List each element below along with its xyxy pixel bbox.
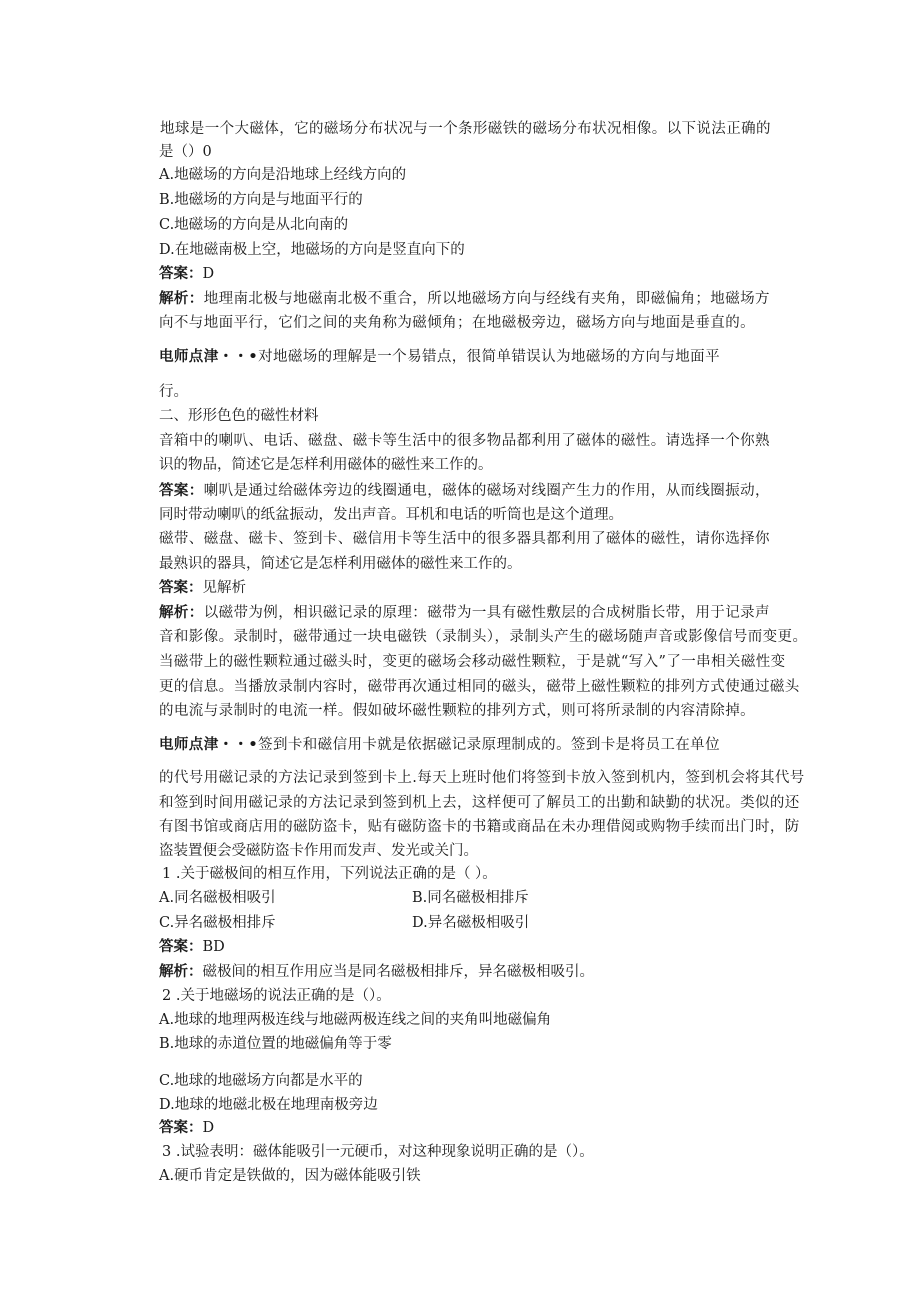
exercise-1-option-d: D.异名磁极相吸引 <box>412 915 530 931</box>
answer-label: 答案： <box>159 266 203 282</box>
exercise-1-answer-label: 答案： <box>159 939 203 955</box>
answer-2-line-1 <box>159 481 770 501</box>
exercise-3-question: 3 .试验表明：磁体能吸引一元硬币，对这种现象说明正确的是（）。 <box>162 1144 594 1160</box>
analysis-line-1 <box>159 289 770 309</box>
tip-2-line-3: 和签到时间用磁记录的方法记录到签到机上去，这样便可了解员工的出勤和缺勤的状况。类似的还 <box>159 795 800 811</box>
option-c: C.地磁场的方向是从北向南的 <box>159 217 349 233</box>
question-intro-line-1: 地球是一个大磁体，它的磁场分布状况与一个条形磁铁的磁场分布状况相像。以下说法正确的 <box>160 121 771 137</box>
answer-2-line-2: 同时带动喇叭的纸盆振动，发出声音。耳机和电话的听筒也是这个道理。 <box>159 507 623 523</box>
exercise-1-answer-value: BD <box>202 939 225 955</box>
exercise-1-analysis-label: 解析： <box>159 964 203 980</box>
answer-2-label: 答案： <box>159 483 204 499</box>
answer-value: D <box>202 266 215 282</box>
tip-2-line-2: 的代号用磁记录的方法记录到签到卡上.每天上班时他们将签到卡放入签到机内，签到机会将其代号 <box>159 770 805 786</box>
analysis-line-2: 向不与地面平行，它们之间的夹角称为磁倾角；在地磁极旁边，磁场方向与地面是垂直的。 <box>159 315 755 331</box>
question-3-line-1: 磁带、磁盘、磁卡、签到卡、磁信用卡等生活中的很多器具都利用了磁体的磁性，请你选择你 <box>159 531 770 547</box>
exercise-3-option-a: A.硬币肯定是铁做的，因为磁体能吸引铁 <box>159 1168 421 1184</box>
answer-2-text-1: 喇叭是通过给磁体旁边的线圈通电，磁体的磁场对线圈产生力的作用，从而线圈振动， <box>203 483 770 499</box>
question-3-line-2: 最熟识的器具，简述它是怎样利用磁体的磁性来工作的。 <box>159 556 522 572</box>
option-d: D.在地磁南极上空，地磁场的方向是竖直向下的 <box>159 242 465 258</box>
section-heading: 二、形形色色的磁性材料 <box>159 408 319 424</box>
exercise-1-option-b: B.同名磁极相排斥 <box>412 890 529 906</box>
answer-3-row <box>159 578 246 598</box>
question-2-line-1: 音箱中的喇叭、电话、磁盘、磁卡等生活中的很多物品都利用了磁体的磁性。请选择一个你熟 <box>159 433 770 449</box>
tip-2-line-5: 盗装置便会受磁防盗卡作用而发声、发光或关门。 <box>159 843 478 859</box>
exercise-1-option-a: A.同名磁极相吸引 <box>159 890 276 906</box>
exercise-2-option-d: D.地球的地磁北极在地理南极旁边 <box>159 1097 378 1113</box>
tip-1-line-2: 行。 <box>159 384 188 400</box>
exercise-2-option-a: A.地球的地理两极连线与地磁两极连线之间的夹角叫地磁偏角 <box>159 1012 552 1028</box>
exercise-2-option-c: C.地球的地磁场方向都是水平的 <box>159 1073 363 1089</box>
exercise-2-question: 2 .关于地磁场的说法正确的是（）。 <box>162 988 391 1004</box>
tip-1-text-1: 对地磁场的理解是一个易错点，很简单错误认为地磁场的方向与地面平 <box>258 349 720 365</box>
exercise-2-answer-label: 答案： <box>159 1120 203 1136</box>
tip-1-label: 电师点津・・• <box>159 349 259 365</box>
analysis-3-line-3: 当磁带上的磁性颗粒通过磁头时，变更的磁场会移动磁性颗粒，于是就“写入”了一串相关磁性变 <box>159 654 786 670</box>
exercise-2-option-b: B.地球的赤道位置的地磁偏角等于零 <box>159 1036 392 1052</box>
exercise-1-question: 1 .关于磁极间的相互作用，下列说法正确的是（ ）。 <box>162 866 497 882</box>
answer-row <box>159 264 214 284</box>
analysis-text-1: 地理南北极与地磁南北极不重合，所以地磁场方向与经线有夹角，即磁偏角；地磁场方 <box>203 291 770 307</box>
analysis-3-line-5: 的电流与录制时的电流一样。假如破坏磁性颗粒的排列方式，则可将所录制的内容清除掉。 <box>159 703 755 719</box>
tip-2-line-4: 有图书馆或商店用的磁防盗卡，贴有磁防盗卡的书籍或商品在未办理借阅或购物手续而出门时，防 <box>159 819 800 835</box>
option-b: B.地磁场的方向是与地面平行的 <box>159 192 363 208</box>
option-a: A.地磁场的方向是沿地球上经线方向的 <box>159 167 407 183</box>
tip-1-line-1 <box>159 347 720 367</box>
analysis-label: 解析： <box>159 291 204 307</box>
exercise-1-option-c: C.异名磁极相排斥 <box>159 915 276 931</box>
tip-2-line-1 <box>159 735 720 755</box>
question-intro-line-2: 是（）0 <box>159 144 212 160</box>
exercise-1-analysis <box>159 962 594 982</box>
tip-2-label: 电师点津・・• <box>159 737 259 753</box>
analysis-3-line-4: 更的信息。当播放录制内容时，磁带再次通过相同的磁头，磁带上磁性颗粒的排列方式使通过磁头 <box>159 679 800 695</box>
tip-2-text-1: 签到卡和磁信用卡就是依据磁记录原理制成的。签到卡是将员工在单位 <box>258 737 720 753</box>
analysis-3-line-1 <box>159 603 770 623</box>
exercise-1-analysis-text: 磁极间的相互作用应当是同名磁极相排斥，异名磁极相吸引。 <box>202 964 594 980</box>
exercise-2-answer-value: D <box>202 1120 215 1136</box>
exercise-2-answer <box>159 1118 214 1138</box>
answer-3-label: 答案： <box>159 580 203 596</box>
analysis-3-text-1: 以磁带为例，相识磁记录的原理：磁带为一具有磁性敷层的合成树脂长带，用于记录声 <box>203 605 770 621</box>
exercise-1-answer <box>159 937 225 957</box>
analysis-3-line-2: 音和影像。录制时，磁带通过一块电磁铁（录制头），录制头产生的磁场随声音或影像信号而变更。 <box>159 629 808 645</box>
answer-3-value: 见解析 <box>202 580 246 596</box>
question-2-line-2: 识的物品，简述它是怎样利用磁体的磁性来工作的。 <box>159 457 493 473</box>
analysis-3-label: 解析： <box>159 605 204 621</box>
